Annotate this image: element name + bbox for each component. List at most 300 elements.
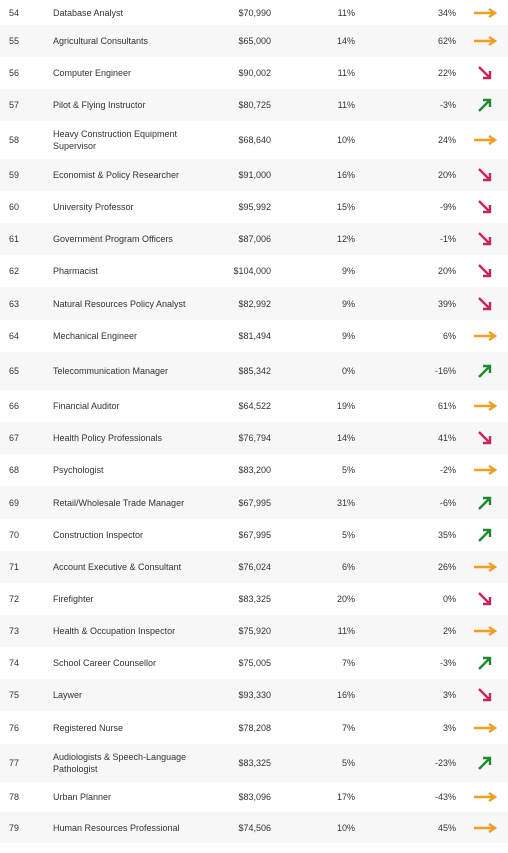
growth-cell (300, 647, 355, 679)
job-title-cell (53, 352, 203, 390)
salary-cell-text: $95,992 (238, 202, 271, 212)
rank-cell (9, 159, 39, 191)
growth-cell-text: 9% (341, 298, 355, 309)
change-cell (400, 551, 456, 583)
arrow-up-right-icon (477, 655, 493, 671)
change-cell (400, 191, 456, 223)
growth-cell (300, 57, 355, 89)
job-title-cell (53, 583, 203, 615)
rank-cell-text: 61 (9, 234, 20, 244)
rank-cell (9, 422, 39, 454)
salary-cell-text: $75,005 (238, 658, 271, 668)
rank-cell (9, 679, 39, 711)
rank-cell-text: 56 (9, 68, 20, 78)
change-cell (400, 679, 456, 711)
salary-cell (203, 782, 271, 812)
arrow-right-icon (473, 8, 497, 18)
salary-cell (203, 0, 271, 25)
rank-cell (9, 519, 39, 551)
trend-cell (468, 615, 502, 647)
change-cell-text: 41% (437, 433, 456, 443)
table-row (0, 390, 508, 422)
arrow-up-right-icon (477, 363, 493, 379)
growth-cell-text: 19% (336, 401, 355, 411)
rank-cell-text: 57 (9, 100, 20, 110)
job-title-cell-text: Heavy Construction Equipment Supervisor (53, 129, 178, 151)
rank-cell (9, 711, 39, 744)
trend-cell (468, 352, 502, 390)
salary-cell-text: $70,990 (238, 7, 271, 18)
table-row (0, 744, 508, 782)
job-title-cell-text: Financial Auditor (53, 401, 120, 411)
job-title-cell-text: Firefighter (53, 594, 94, 604)
arrow-down-right-icon (477, 199, 493, 215)
change-cell (400, 422, 456, 454)
growth-cell (300, 191, 355, 223)
job-title-cell (53, 679, 203, 711)
change-cell-text: 45% (437, 822, 456, 833)
table-row (0, 191, 508, 223)
job-title-cell (53, 287, 203, 320)
salary-cell-text: $85,342 (238, 366, 271, 376)
growth-cell (300, 352, 355, 390)
salary-cell (203, 679, 271, 711)
job-title-cell (53, 744, 203, 782)
rank-cell-text: 64 (9, 331, 20, 341)
change-cell-text: 24% (437, 135, 456, 145)
arrow-down-right-icon (477, 263, 493, 279)
salary-cell-text: $78,208 (238, 722, 271, 733)
arrow-right-icon (473, 792, 497, 802)
table-row (0, 551, 508, 583)
growth-cell-text: 20% (336, 594, 355, 604)
salary-cell-text: $83,200 (238, 465, 271, 475)
job-title-cell-text: University Professor (53, 202, 134, 212)
trend-cell (468, 57, 502, 89)
job-title-cell (53, 0, 203, 25)
table-row (0, 320, 508, 352)
salary-cell-text: $76,024 (238, 562, 271, 572)
salary-cell-text: $80,725 (238, 100, 271, 110)
growth-cell (300, 583, 355, 615)
rank-cell (9, 0, 39, 25)
salary-cell (203, 647, 271, 679)
trend-cell (468, 583, 502, 615)
growth-cell-text: 10% (336, 822, 355, 833)
arrow-up-right-icon (477, 97, 493, 113)
arrow-right-icon (473, 465, 497, 475)
job-title-cell (53, 121, 203, 159)
rank-cell (9, 89, 39, 121)
arrow-right-icon (473, 626, 497, 636)
growth-cell-text: 16% (336, 170, 355, 180)
table-row (0, 711, 508, 744)
growth-cell (300, 255, 355, 287)
trend-cell (468, 519, 502, 551)
trend-cell (468, 159, 502, 191)
rank-cell-text: 66 (9, 401, 20, 411)
trend-cell (468, 782, 502, 812)
job-title-cell-text: Registered Nurse (53, 722, 124, 733)
growth-cell-text: 31% (336, 497, 355, 508)
rank-cell-text: 78 (9, 792, 20, 802)
job-title-cell (53, 57, 203, 89)
job-title-cell-text: Pilot & Flying Instructor (53, 100, 146, 110)
salary-cell-text: $82,992 (238, 298, 271, 309)
change-cell-text: -1% (439, 234, 456, 244)
change-cell (400, 287, 456, 320)
salary-cell (203, 320, 271, 352)
trend-cell (468, 422, 502, 454)
change-cell (400, 390, 456, 422)
change-cell (400, 255, 456, 287)
trend-cell (468, 287, 502, 320)
growth-cell (300, 422, 355, 454)
rank-cell (9, 744, 39, 782)
job-title-cell-text: Retail/Wholesale Trade Manager (53, 497, 185, 508)
job-title-cell (53, 191, 203, 223)
salary-cell (203, 711, 271, 744)
change-cell-text: -23% (434, 758, 456, 768)
arrow-up-right-icon (477, 495, 493, 511)
growth-cell-text: 11% (337, 7, 355, 18)
growth-cell-text: 15% (336, 202, 355, 212)
job-title-cell-text: Laywer (53, 690, 83, 700)
rank-cell (9, 57, 39, 89)
rank-cell-text: 68 (9, 465, 20, 475)
change-cell (400, 57, 456, 89)
rank-cell-text: 54 (9, 7, 20, 18)
change-cell (400, 25, 456, 57)
change-cell-text: 35% (437, 530, 456, 540)
job-title-cell-text: Audiologists & Speech-Language Pathologist (53, 752, 187, 774)
table-row (0, 782, 508, 812)
arrow-right-icon (473, 823, 497, 833)
rank-cell (9, 352, 39, 390)
trend-cell (468, 191, 502, 223)
rank-cell-text: 73 (9, 626, 20, 636)
salary-cell (203, 25, 271, 57)
growth-cell (300, 0, 355, 25)
trend-cell (468, 320, 502, 352)
change-cell-text: -2% (439, 465, 456, 475)
growth-cell (300, 287, 355, 320)
rank-cell (9, 782, 39, 812)
growth-cell (300, 679, 355, 711)
job-title-cell-text: Pharmacist (53, 266, 99, 276)
change-cell-text: 3% (442, 690, 456, 700)
change-cell-text: 61% (437, 401, 456, 411)
job-title-cell (53, 390, 203, 422)
table-row (0, 287, 508, 320)
arrow-right-icon (473, 331, 497, 341)
rank-cell-text: 74 (9, 658, 20, 668)
salary-cell (203, 159, 271, 191)
salary-cell-text: $83,325 (238, 758, 271, 768)
rank-cell (9, 223, 39, 255)
job-title-cell-text: Computer Engineer (53, 68, 132, 78)
table-row (0, 422, 508, 454)
job-title-cell-text: Natural Resources Policy Analyst (53, 298, 186, 309)
salary-cell (203, 352, 271, 390)
rank-cell (9, 390, 39, 422)
growth-cell (300, 744, 355, 782)
job-title-cell (53, 159, 203, 191)
salary-cell-text: $67,995 (238, 497, 271, 508)
change-cell-text: -3% (439, 658, 456, 668)
trend-cell (468, 679, 502, 711)
change-cell-text: 0% (442, 594, 456, 604)
arrow-right-icon (473, 36, 497, 46)
growth-cell (300, 25, 355, 57)
trend-cell (468, 121, 502, 159)
rank-cell-text: 79 (9, 822, 20, 833)
job-title-cell-text: Psychologist (53, 465, 104, 475)
salary-cell (203, 551, 271, 583)
rank-cell-text: 72 (9, 594, 20, 604)
trend-cell (468, 255, 502, 287)
growth-cell (300, 454, 355, 486)
growth-cell-text: 9% (341, 331, 355, 341)
change-cell-text: 20% (437, 266, 456, 276)
rank-cell-text: 62 (9, 266, 20, 276)
change-cell (400, 320, 456, 352)
rank-cell-text: 71 (9, 562, 20, 572)
trend-cell (468, 89, 502, 121)
change-cell (400, 583, 456, 615)
growth-cell-text: 11% (337, 68, 355, 78)
salary-cell (203, 812, 271, 843)
rank-cell (9, 647, 39, 679)
arrow-right-icon (473, 562, 497, 572)
salary-cell (203, 89, 271, 121)
change-cell-text: 39% (437, 298, 456, 309)
change-cell-text: -9% (439, 202, 456, 212)
arrow-down-right-icon (477, 231, 493, 247)
growth-cell (300, 390, 355, 422)
growth-cell (300, 486, 355, 519)
table-row (0, 454, 508, 486)
change-cell (400, 159, 456, 191)
growth-cell-text: 11% (337, 100, 355, 110)
table-row (0, 583, 508, 615)
change-cell-text: 2% (442, 626, 456, 636)
growth-cell-text: 12% (336, 234, 355, 244)
rank-cell-text: 77 (9, 758, 20, 768)
salary-cell-text: $104,000 (233, 266, 271, 276)
table-row (0, 159, 508, 191)
growth-cell (300, 121, 355, 159)
change-cell (400, 454, 456, 486)
job-title-cell-text: Construction Inspector (53, 530, 144, 540)
arrow-up-right-icon (477, 527, 493, 543)
arrow-down-right-icon (477, 687, 493, 703)
change-cell-text: -3% (439, 100, 456, 110)
rank-cell (9, 454, 39, 486)
rank-cell (9, 255, 39, 287)
growth-cell-text: 5% (341, 530, 355, 540)
salary-cell-text: $68,640 (238, 135, 271, 145)
growth-cell-text: 17% (336, 792, 355, 802)
arrow-down-right-icon (477, 65, 493, 81)
job-title-cell (53, 255, 203, 287)
growth-cell-text: 5% (341, 758, 355, 768)
growth-cell (300, 812, 355, 843)
job-title-cell (53, 647, 203, 679)
salary-cell (203, 454, 271, 486)
arrow-down-right-icon (477, 591, 493, 607)
rank-cell-text: 59 (9, 170, 20, 180)
salary-cell-text: $83,096 (238, 792, 271, 802)
rank-cell-text: 67 (9, 433, 20, 443)
change-cell (400, 519, 456, 551)
change-cell-text: -16% (434, 366, 456, 376)
change-cell-text: 20% (437, 170, 456, 180)
job-title-cell (53, 615, 203, 647)
growth-cell-text: 14% (336, 433, 355, 443)
rank-cell (9, 25, 39, 57)
growth-cell-text: 11% (337, 626, 355, 636)
trend-cell (468, 647, 502, 679)
growth-cell (300, 223, 355, 255)
job-title-cell-text: Database Analyst (53, 7, 124, 18)
table-row (0, 121, 508, 159)
change-cell (400, 782, 456, 812)
change-cell-text: -6% (439, 497, 456, 508)
table-row (0, 352, 508, 390)
rank-cell (9, 121, 39, 159)
growth-cell (300, 711, 355, 744)
trend-cell (468, 486, 502, 519)
salary-cell-text: $64,522 (238, 401, 271, 411)
salary-cell (203, 57, 271, 89)
salary-cell (203, 255, 271, 287)
arrow-up-right-icon (477, 755, 493, 771)
table-row (0, 57, 508, 89)
job-title-cell (53, 454, 203, 486)
salary-cell (203, 390, 271, 422)
rank-cell-text: 58 (9, 135, 20, 145)
table-row (0, 223, 508, 255)
growth-cell-text: 5% (341, 465, 355, 475)
table-row (0, 89, 508, 121)
change-cell (400, 744, 456, 782)
rank-cell-text: 65 (9, 366, 20, 376)
job-title-cell (53, 782, 203, 812)
trend-cell (468, 390, 502, 422)
rank-cell (9, 615, 39, 647)
growth-cell-text: 10% (336, 135, 355, 145)
salary-cell (203, 583, 271, 615)
change-cell-text: 62% (437, 36, 456, 46)
growth-cell (300, 782, 355, 812)
salary-cell (203, 287, 271, 320)
growth-cell-text: 7% (341, 658, 355, 668)
change-cell (400, 89, 456, 121)
trend-cell (468, 223, 502, 255)
job-title-cell-text: Economist & Policy Researcher (53, 170, 180, 180)
growth-cell-text: 9% (341, 266, 355, 276)
job-title-cell-text: Agricultural Consultants (53, 36, 149, 46)
salary-cell-text: $81,494 (238, 331, 271, 341)
job-title-cell (53, 25, 203, 57)
table-row (0, 615, 508, 647)
job-title-cell (53, 551, 203, 583)
rank-cell-text: 76 (9, 722, 20, 733)
job-title-cell-text: Government Program Officers (53, 234, 173, 244)
change-cell-text: 6% (442, 331, 456, 341)
table-row (0, 679, 508, 711)
table-row (0, 0, 508, 25)
rank-cell-text: 69 (9, 497, 20, 508)
change-cell (400, 352, 456, 390)
growth-cell-text: 0% (341, 366, 355, 376)
arrow-right-icon (473, 135, 497, 145)
growth-cell-text: 16% (336, 690, 355, 700)
job-title-cell-text: Account Executive & Consultant (53, 562, 182, 572)
salary-cell (203, 744, 271, 782)
job-title-cell (53, 812, 203, 843)
rank-cell-text: 55 (9, 36, 20, 46)
trend-cell (468, 711, 502, 744)
job-title-cell (53, 223, 203, 255)
table-row (0, 647, 508, 679)
rank-cell-text: 63 (9, 298, 20, 309)
growth-cell-text: 7% (341, 722, 355, 733)
arrow-down-right-icon (477, 167, 493, 183)
job-title-cell (53, 89, 203, 121)
job-title-cell-text: Health Policy Professionals (53, 433, 163, 443)
salary-cell-text: $83,325 (238, 594, 271, 604)
salary-cell (203, 422, 271, 454)
salary-cell-text: $65,000 (238, 36, 271, 46)
salary-cell-text: $90,002 (238, 68, 271, 78)
change-cell-text: 26% (437, 562, 456, 572)
change-cell (400, 223, 456, 255)
change-cell (400, 615, 456, 647)
job-title-cell (53, 320, 203, 352)
salary-cell (203, 615, 271, 647)
job-title-cell-text: School Career Counsellor (53, 658, 157, 668)
salary-cell (203, 486, 271, 519)
change-cell (400, 121, 456, 159)
growth-cell-text: 14% (336, 36, 355, 46)
rank-cell (9, 486, 39, 519)
trend-cell (468, 0, 502, 25)
salary-cell-text: $87,006 (238, 234, 271, 244)
job-title-cell (53, 711, 203, 744)
salary-cell-text: $74,506 (238, 822, 271, 833)
salary-cell-text: $67,995 (238, 530, 271, 540)
trend-cell (468, 744, 502, 782)
trend-cell (468, 25, 502, 57)
job-title-cell-text: Human Resources Professional (53, 822, 180, 833)
table-row (0, 255, 508, 287)
salary-cell-text: $76,794 (238, 433, 271, 443)
arrow-down-right-icon (477, 430, 493, 446)
growth-cell (300, 320, 355, 352)
rank-cell (9, 812, 39, 843)
salary-cell (203, 223, 271, 255)
rank-cell (9, 191, 39, 223)
job-title-cell-text: Telecommunication Manager (53, 366, 169, 376)
change-cell (400, 812, 456, 843)
rank-cell-text: 60 (9, 202, 20, 212)
change-cell (400, 0, 456, 25)
change-cell-text: -43% (434, 792, 456, 802)
change-cell-text: 22% (437, 68, 456, 78)
trend-cell (468, 551, 502, 583)
